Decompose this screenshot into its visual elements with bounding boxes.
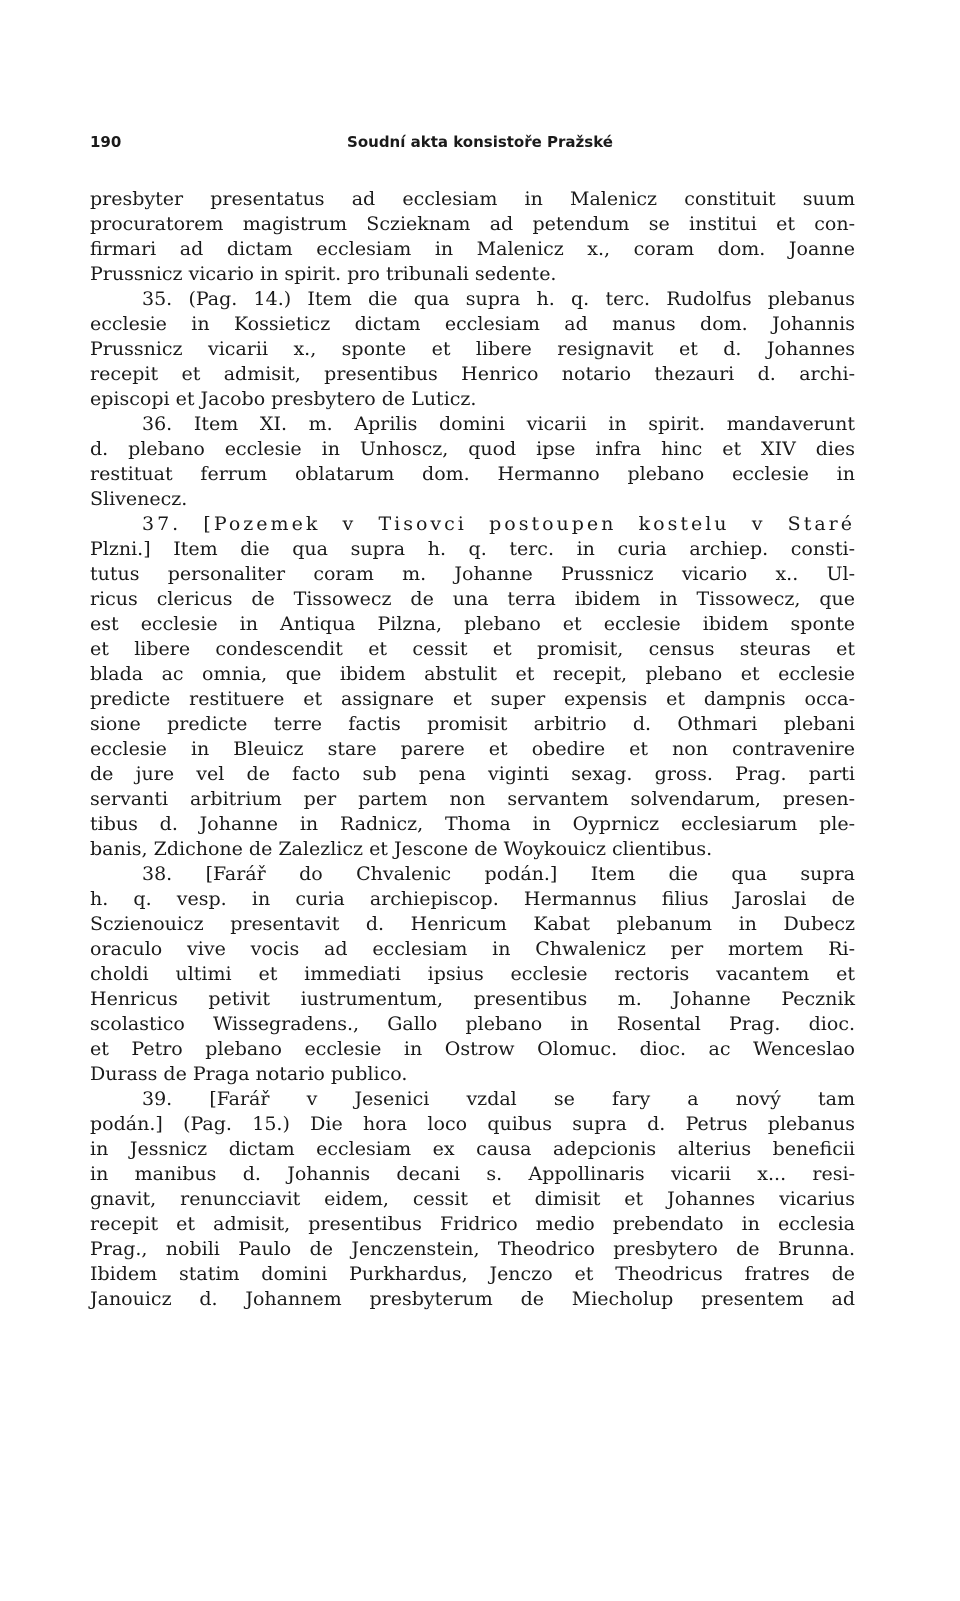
text-line: Durass de Praga notario publico.	[90, 1063, 408, 1085]
text-line: recepit et admisit, presentibus Fridrico medio prebendato in ecclesia	[90, 1213, 855, 1235]
text-line: 38. [Farář do Chvalenic podán.] Item die qua supra	[142, 863, 855, 885]
text-line: 35. (Pag. 14.) Item die qua supra h. q. terc. Rudolfus plebanus	[142, 288, 855, 310]
text-line: choldi ultimi et immediati ipsius ecclesie rectoris vacantem et	[90, 963, 855, 985]
text-line: et Petro plebano ecclesie in Ostrow Olomuc. dioc. ac Wenceslao	[90, 1038, 855, 1060]
text-line: sione predicte terre factis promisit arbitrio d. Othmari plebani	[90, 713, 855, 735]
header-title: Soudní akta konsistoře Pražské	[347, 133, 613, 151]
text-line: Prussnicz vicario in spirit. pro tribunali sedente.	[90, 263, 557, 285]
text-line: firmari ad dictam ecclesiam in Malenicz x., coram dom. Joanne	[90, 238, 855, 260]
text-line: ricus clericus de Tissowecz de una terra ibidem in Tissowecz, que	[90, 588, 855, 610]
text-line: predicte restituere et assignare et super expensis et dampnis occa-	[90, 688, 855, 710]
text-line: recepit et admisit, presentibus Henrico notario thezauri d. archi-	[90, 363, 855, 385]
text-line: 36. Item XI. m. Aprilis domini vicarii in spirit. mandaverunt	[142, 413, 855, 435]
text-line: d. plebano ecclesie in Unhoscz, quod ipse infra hinc et XIV dies	[90, 438, 855, 460]
text-line: 39. [Farář v Jesenici vzdal se fary a nový tam	[142, 1088, 855, 1110]
text-line: banis, Zdichone de Zalezlicz et Jescone de Woykouicz clientibus.	[90, 838, 713, 860]
text-line: in manibus d. Johannis decani s. Appollinaris vicarii x... resi-	[90, 1163, 855, 1185]
body-text	[90, 187, 855, 1312]
text-line: Slivenecz.	[90, 488, 188, 510]
text-line: blada ac omnia, que ibidem abstulit et recepit, plebano et ecclesie	[90, 663, 855, 685]
text-line: h. q. vesp. in curia archiepiscop. Hermannus filius Jaroslai de	[90, 888, 855, 910]
text-line: Plzni.] Item die qua supra h. q. terc. in curia archiep. consti-	[90, 538, 855, 560]
text-line: Henricus petivit iustrumentum, presentibus m. Johanne Pecznik	[90, 988, 855, 1010]
text-line: restituat ferrum oblatarum dom. Hermanno plebano ecclesie in	[90, 463, 855, 485]
page-number: 190	[90, 133, 122, 151]
text-line: presbyter presentatus ad ecclesiam in Malenicz constituit suum	[90, 188, 855, 210]
text-line: 37. [Pozemek v Tisovci postoupen kostelu v Staré	[142, 513, 855, 535]
running-head	[90, 133, 870, 155]
text-line: Prag., nobili Paulo de Jenczenstein, Theodrico presbytero de Brunna.	[90, 1238, 855, 1260]
text-line: ecclesie in Kossieticz dictam ecclesiam ad manus dom. Johannis	[90, 313, 855, 335]
text-line: de jure vel de facto sub pena viginti sexag. gross. Prag. parti	[90, 763, 855, 785]
text-line: ecclesie in Bleuicz stare parere et obedire et non contravenire	[90, 738, 855, 760]
text-line: episcopi et Jacobo presbytero de Luticz.	[90, 388, 477, 410]
text-line: scolastico Wissegradens., Gallo plebano in Rosental Prag. dioc.	[90, 1013, 855, 1035]
text-line: Sczienouicz presentavit d. Henricum Kabat plebanum in Dubecz	[90, 913, 855, 935]
text-line: Janouicz d. Johannem presbyterum de Miecholup presentem ad	[90, 1288, 855, 1310]
text-line: oraculo vive vocis ad ecclesiam in Chwalenicz per mortem Ri-	[90, 938, 855, 960]
text-line: tutus personaliter coram m. Johanne Prussnicz vicario x.. Ul-	[90, 563, 855, 585]
text-line: procuratorem magistrum Sczieknam ad petendum se institui et con-	[90, 213, 855, 235]
text-line: est ecclesie in Antiqua Pilzna, plebano et ecclesie ibidem sponte	[90, 613, 855, 635]
text-line: Prussnicz vicarii x., sponte et libere resignavit et d. Johannes	[90, 338, 855, 360]
text-line: podán.] (Pag. 15.) Die hora loco quibus supra d. Petrus plebanus	[90, 1113, 855, 1135]
text-line: gnavit, renuncciavit eidem, cessit et dimisit et Johannes vicarius	[90, 1188, 855, 1210]
text-line: et libere condescendit et cessit et promisit, census steuras et	[90, 638, 855, 660]
text-line: servanti arbitrium per partem non servantem solvendarum, presen-	[90, 788, 855, 810]
text-line: Ibidem statim domini Purkhardus, Jenczo et Theodricus fratres de	[90, 1263, 855, 1285]
text-line: in Jessnicz dictam ecclesiam ex causa adepcionis alterius beneficii	[90, 1138, 855, 1160]
text-line: tibus d. Johanne in Radnicz, Thoma in Oyprnicz ecclesiarum ple-	[90, 813, 855, 835]
